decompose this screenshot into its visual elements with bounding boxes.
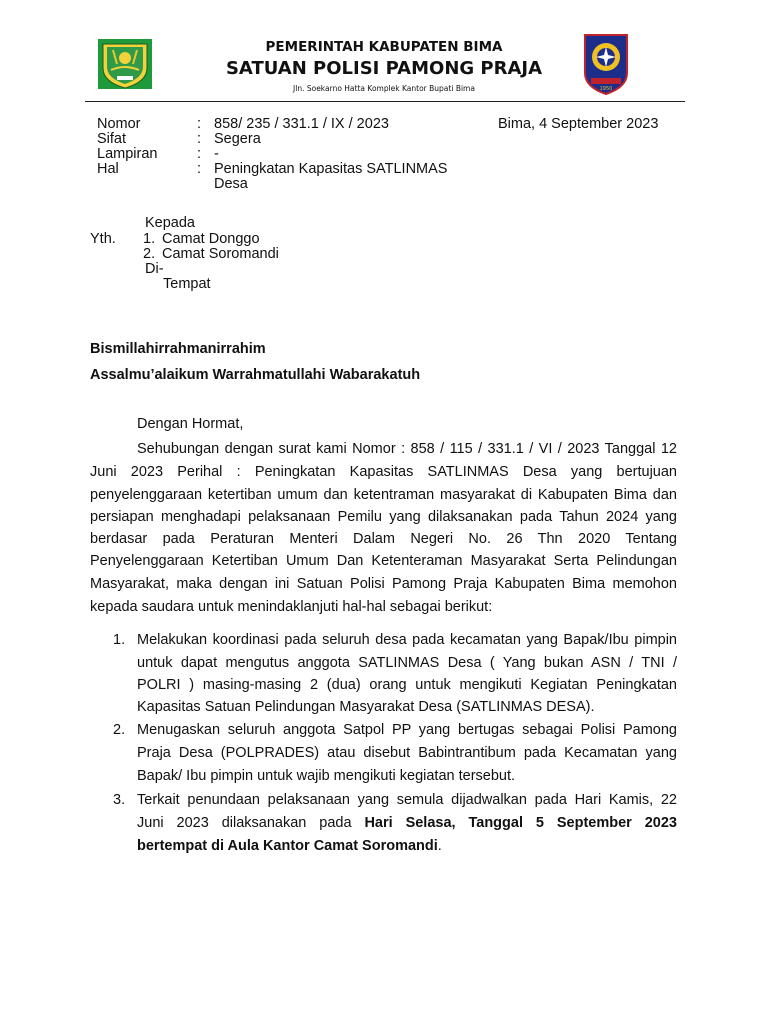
letterhead-divider xyxy=(85,101,685,102)
list-item-line: Kapasitas Satuan Pelindungan Masyarakat Desa (SATLINMAS DESA). xyxy=(137,699,595,715)
paragraph-line: Sehubungan dengan surat kami Nomor : 858 / 115 / 331.1 / VI / 2023 Tanggal 12 xyxy=(137,441,677,457)
list-item-line: Bapak/ Ibu pimpin untuk wajib mengikuti kegiatan tersebut. xyxy=(137,768,516,784)
list-item-line: Terkait penundaan pelaksanaan yang semula dijadwalkan pada Hari Kamis, 22 xyxy=(137,792,677,808)
event-date: Hari Selasa, Tanggal 5 September 2023 xyxy=(364,815,677,831)
bismillah-line: Bismillahirrahmanirrahim xyxy=(90,341,266,357)
meta-colon: : xyxy=(197,161,202,177)
meta-nomor-label: Nomor xyxy=(97,116,141,132)
meta-hal-value: Peningkatan Kapasitas SATLINMAS xyxy=(214,161,448,177)
meta-colon: : xyxy=(197,146,202,162)
paragraph-line: Masyarakat, maka dengan ini Satuan Polisi Pamong Praja Kabupaten Bima memohon xyxy=(90,576,677,592)
recipient-number: 1. xyxy=(143,231,156,247)
list-item-line: untuk dapat mengutus anggota SATLINMAS Desa ( Yang bukan ASN / TNI / xyxy=(137,655,677,671)
recipient-di: Di- xyxy=(145,261,164,277)
list-item-text: Juni 2023 dilaksanakan pada xyxy=(137,815,365,831)
list-item-line: Menugaskan seluruh anggota Satpol PP yang bertugas sebagai Polisi Pamong xyxy=(137,722,677,738)
logo-year: 1950 xyxy=(599,86,613,92)
place-date: Bima, 4 September 2023 xyxy=(498,116,659,132)
paragraph-line: kepada saudara untuk menindaklanjuti hal-hal sebagai berikut: xyxy=(90,599,493,615)
list-item-line xyxy=(137,815,677,831)
paragraph-line: penyelenggaraan ketertiban umum dan ketentraman masyarakat di Kabupaten Bima dan xyxy=(90,487,677,503)
list-item-text: . xyxy=(437,838,442,854)
list-item-line xyxy=(137,838,442,854)
event-location: bertempat di Aula Kantor Camat Soromandi xyxy=(137,838,438,854)
meta-hal-label: Hal xyxy=(97,161,119,177)
meta-lampiran-label: Lampiran xyxy=(97,146,158,162)
recipient-kepada: Kepada xyxy=(145,215,195,231)
paragraph-line: berdasar pada Peraturan Menteri Dalam Negeri No. 26 Thn 2020 Tentang xyxy=(90,531,677,547)
salam-line: Assalmu’alaikum Warrahmatullahi Wabarakatuh xyxy=(90,367,421,383)
recipient-yth: Yth. xyxy=(90,231,116,247)
list-item-line: POLRI ) masing-masing 2 (dua) orang untuk mengikuti Kegiatan Peningkatan xyxy=(137,677,677,693)
paragraph-line: Penyelenggaraan Ketertiban Umum Dan Ketenteraman Masyarakat Serta Pelindungan xyxy=(90,553,677,569)
meta-colon: : xyxy=(197,131,202,147)
meta-colon: : xyxy=(197,116,202,132)
meta-nomor-value: 858/ 235 / 331.1 / IX / 2023 xyxy=(214,116,389,132)
recipient-number: 2. xyxy=(143,246,156,262)
agency-name: SATUAN POLISI PAMONG PRAJA xyxy=(225,58,543,79)
recipient-item: Camat Soromandi xyxy=(162,246,279,262)
meta-lampiran-value: - xyxy=(214,146,219,162)
list-item-line: Melakukan koordinasi pada seluruh desa pada kecamatan yang Bapak/Ibu pimpin xyxy=(137,632,677,648)
list-item-line: Praja Desa (POLPRADES) atau disebut Babintrantibum pada Kecamatan yang xyxy=(137,745,677,761)
paragraph-line: persiapan menghadapi pelaksanaan Pemilu yang dilaksanakan pada Tahun 2024 yang xyxy=(90,509,677,525)
government-name: PEMERINTAH KABUPATEN BIMA xyxy=(265,39,503,55)
meta-hal-value-cont: Desa xyxy=(214,176,248,192)
meta-sifat-label: Sifat xyxy=(97,131,127,147)
greeting: Dengan Hormat, xyxy=(137,416,244,432)
list-number: 2. xyxy=(113,722,126,738)
meta-sifat-value: Segera xyxy=(214,131,261,147)
agency-address: Jln. Soekarno Hatta Komplek Kantor Bupati Bima xyxy=(293,84,475,93)
paragraph-line: Juni 2023 Perihal : Peningkatan Kapasitas SATLINMAS Desa yang bertujuan xyxy=(90,464,677,480)
recipient-tempat: Tempat xyxy=(163,276,211,292)
list-number: 3. xyxy=(113,792,126,808)
list-number: 1. xyxy=(113,632,126,648)
recipient-item: Camat Donggo xyxy=(162,231,260,247)
